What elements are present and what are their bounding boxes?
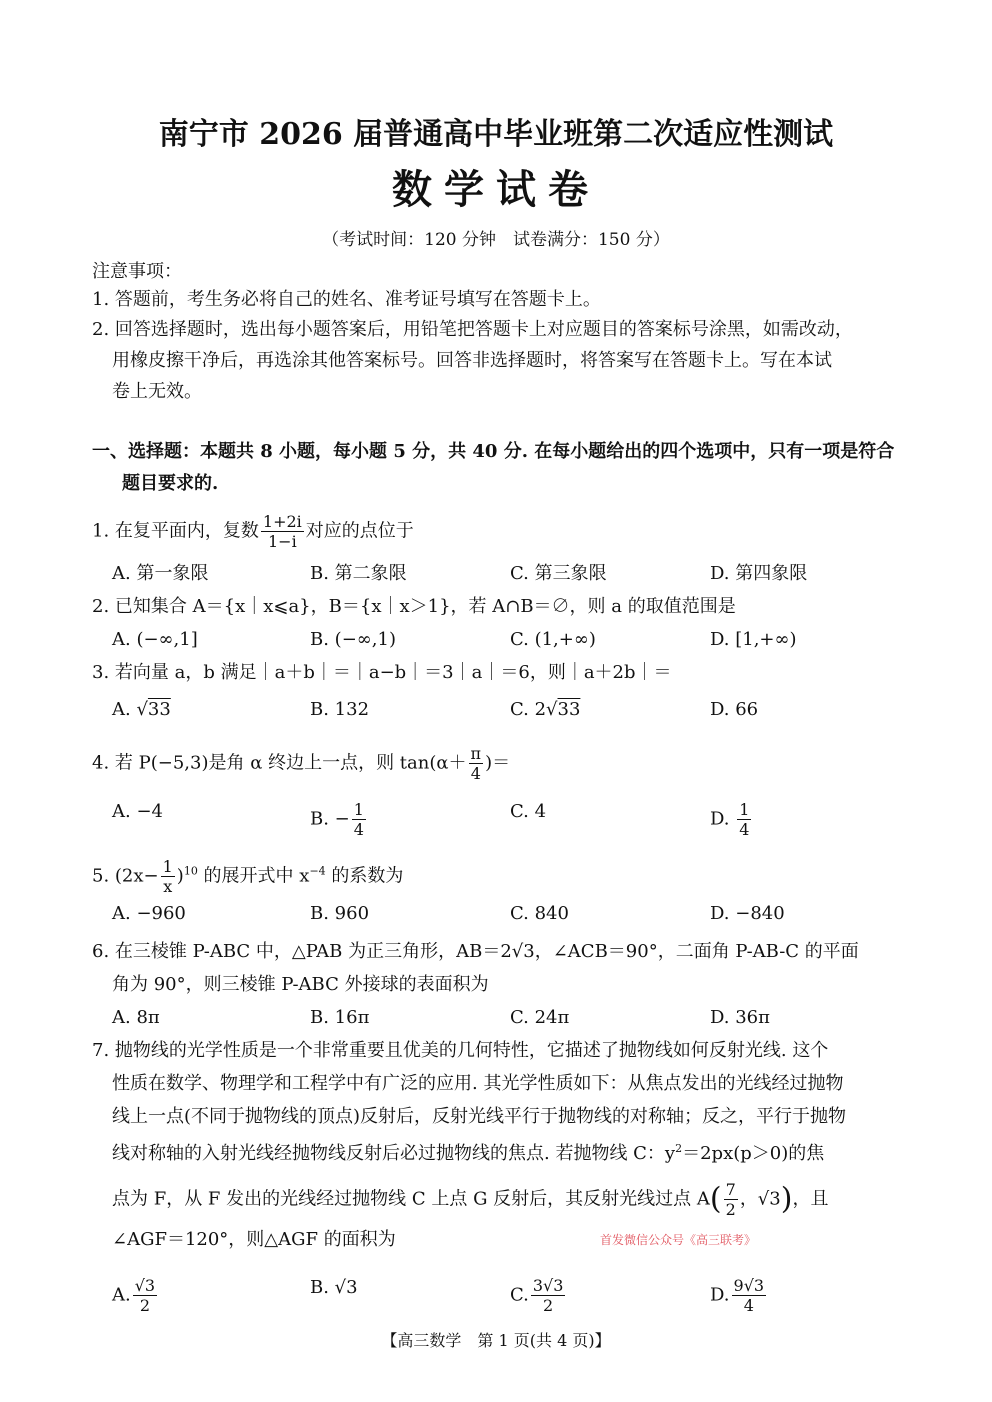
opt-text: D. xyxy=(710,808,736,830)
q3-option-d: D. 66 xyxy=(710,699,759,720)
question-7: 7. 抛物线的光学性质是一个非常重要且优美的几何特性，它描述了抛物线如何反射光线. 这个 xyxy=(92,1040,829,1061)
q5-close: ) xyxy=(176,865,184,887)
question-7-line3: 线上一点(不同于抛物线的顶点)反射后，反射光线平行于抛物线的对称轴；反之，平行于抛物 xyxy=(112,1106,847,1127)
fraction xyxy=(732,1276,767,1315)
radicand: 33 xyxy=(147,699,171,720)
numerator: 9√3 xyxy=(733,1276,765,1295)
q1-option-c: C. 第三象限 xyxy=(510,563,607,584)
q4-option-d xyxy=(710,800,753,839)
q4-fraction xyxy=(469,744,484,783)
q3-option-c xyxy=(510,698,580,722)
q1-option-d: D. 第四象限 xyxy=(710,563,808,584)
question-6-cont: 角为 90°，则三棱锥 P-ABC 外接球的表面积为 xyxy=(112,974,489,995)
q5-text: 5. (2x− xyxy=(92,865,159,887)
q4-option-b xyxy=(310,800,368,839)
subject-title: 数学试卷 xyxy=(392,166,600,213)
section-heading-cont: 题目要求的. xyxy=(122,473,219,494)
question-7-line4 xyxy=(112,1137,824,1166)
question-3: 3. 若向量 a，b 满足｜a＋b｜＝｜a−b｜＝3｜a｜＝6，则｜a＋2b｜＝ xyxy=(92,662,672,683)
fraction xyxy=(737,800,751,839)
notes-heading: 注意事项： xyxy=(92,261,182,282)
q5-option-d: D. −840 xyxy=(710,903,785,924)
denominator: 2 xyxy=(725,1200,736,1219)
fraction xyxy=(724,1180,738,1219)
denominator: 4 xyxy=(353,820,364,839)
q5-option-b: B. 960 xyxy=(310,903,370,924)
question-7-line6: ∠AGF＝120°，则△AGF 的面积为 xyxy=(112,1229,396,1250)
q4-open: (α＋ xyxy=(429,752,467,774)
opt-text: C. 2√ xyxy=(510,699,558,720)
opt-text: B. − xyxy=(310,808,350,830)
fraction xyxy=(352,800,366,839)
q7-text: 点为 F，从 F 发出的光线经过抛物线 C 上点 G 反射后，其反射光线过点 A xyxy=(112,1188,710,1210)
question-2: 2. 已知集合 A＝{x｜x⩽a}，B＝{x｜x＞1}，若 A∩B＝∅，则 a 的取值范围是 xyxy=(92,596,736,617)
numerator: 1 xyxy=(739,800,750,819)
note-2-cont: 用橡皮擦干净后，再选涂其他答案标号。回答非选择题时，将答案写在答题卡上。写在本试 xyxy=(112,350,832,371)
opt-text: A. xyxy=(112,1284,131,1306)
opt-text: D. xyxy=(710,1284,730,1306)
numerator: 1 xyxy=(162,857,173,876)
q1-text-end: 对应的点位于 xyxy=(305,520,414,542)
q4-option-a: A. −4 xyxy=(112,801,163,822)
q5-mid: 的展开式中 x xyxy=(197,865,310,887)
denominator: 4 xyxy=(739,820,750,839)
page-footer: 【高三数学 第 1 页(共 4 页)】 xyxy=(381,1331,611,1350)
section-heading: 一、选择题：本题共 8 小题，每小题 5 分，共 40 分. 在每小题给出的四个选项中，只有一项是符合 xyxy=(92,441,895,462)
q7-text: 线对称轴的入射光线经抛物线反射后必过抛物线的焦点. 若抛物线 C：y xyxy=(112,1143,676,1164)
q3-option-a xyxy=(112,698,171,722)
q5-fraction xyxy=(161,857,175,896)
question-6: 6. 在三棱锥 P-ABC 中，△PAB 为正三角形，AB＝2√3，∠ACB＝90°，二面角 P-AB-C 的平面 xyxy=(92,941,859,962)
q7-text: ＝2px(p＞0)的焦 xyxy=(682,1143,825,1164)
exam-info: （考试时间：120 分钟 试卷满分：150 分） xyxy=(322,230,670,250)
q4-close: )＝ xyxy=(485,752,511,774)
question-7-line2: 性质在数学、物理学和工程学中有广泛的应用. 其光学性质如下：从焦点发出的光线经过抛物 xyxy=(112,1073,844,1094)
numerator: 1 xyxy=(353,800,364,819)
q2-option-b: B. (−∞,1) xyxy=(310,629,396,650)
question-7-line5 xyxy=(112,1180,828,1219)
denominator: 2 xyxy=(543,1296,554,1315)
denominator: 4 xyxy=(743,1296,754,1315)
q7-option-d xyxy=(710,1276,768,1315)
opt-text: C. xyxy=(510,1284,529,1306)
radicand: 33 xyxy=(557,699,581,720)
q1-text: 1. 在复平面内，复数 xyxy=(92,520,259,542)
numerator: √3 xyxy=(134,1276,156,1295)
denominator: 2 xyxy=(139,1296,151,1315)
denominator: x xyxy=(163,877,173,896)
exponent: 10 xyxy=(183,864,198,878)
q2-option-c: C. (1,+∞) xyxy=(510,629,596,650)
opt-text: A. √ xyxy=(112,699,148,720)
watermark: 首发微信公众号《高三联考》 xyxy=(600,1233,757,1247)
q7-option-c xyxy=(510,1276,567,1315)
q5-end: 的系数为 xyxy=(325,865,404,887)
question-1 xyxy=(92,512,414,551)
q7-option-a xyxy=(112,1276,159,1315)
q6-option-a: A. 8π xyxy=(112,1007,160,1028)
q7-text: ，且 xyxy=(792,1188,829,1210)
q2-option-a: A. (−∞,1] xyxy=(112,629,198,650)
question-5 xyxy=(92,857,403,896)
q1-fraction xyxy=(261,512,304,551)
paren-open: ( xyxy=(709,1181,722,1217)
q6-option-c: C. 24π xyxy=(510,1007,570,1028)
q7-option-b: B. √3 xyxy=(310,1277,358,1298)
q7-text: ，√3 xyxy=(739,1188,781,1210)
numerator: 7 xyxy=(725,1180,736,1199)
numerator: π xyxy=(470,744,482,763)
paren-close: ) xyxy=(780,1181,793,1217)
denominator: 4 xyxy=(470,764,481,783)
exam-title: 南宁市 2026 届普通高中毕业班第二次适应性测试 xyxy=(158,117,834,152)
q3-option-b: B. 132 xyxy=(310,699,370,720)
fraction xyxy=(133,1276,157,1315)
denominator: 1−i xyxy=(268,532,297,551)
fraction xyxy=(531,1276,566,1315)
q2-option-d: D. [1,+∞) xyxy=(710,629,797,650)
question-4 xyxy=(92,744,510,783)
numerator: 3√3 xyxy=(532,1276,564,1295)
q1-option-a: A. 第一象限 xyxy=(112,563,209,584)
q4-text: 4. 若 P(−5,3)是角 α 终边上一点，则 tan xyxy=(92,752,430,774)
note-2: 2. 回答选择题时，选出每小题答案后，用铅笔把答题卡上对应题目的答案标号涂黑，如需改动， xyxy=(92,319,853,340)
q6-option-b: B. 16π xyxy=(310,1007,370,1028)
note-2-end: 卷上无效。 xyxy=(112,381,202,402)
exponent: −4 xyxy=(309,864,326,878)
note-1: 1. 答题前，考生务必将自己的姓名、准考证号填写在答题卡上。 xyxy=(92,289,601,310)
numerator: 1+2i xyxy=(262,512,302,531)
exponent: 2 xyxy=(675,1142,683,1155)
q1-option-b: B. 第二象限 xyxy=(310,563,407,584)
q6-option-d: D. 36π xyxy=(710,1007,770,1028)
q5-option-c: C. 840 xyxy=(510,903,569,924)
q4-option-c: C. 4 xyxy=(510,801,547,822)
q5-option-a: A. −960 xyxy=(112,903,186,924)
